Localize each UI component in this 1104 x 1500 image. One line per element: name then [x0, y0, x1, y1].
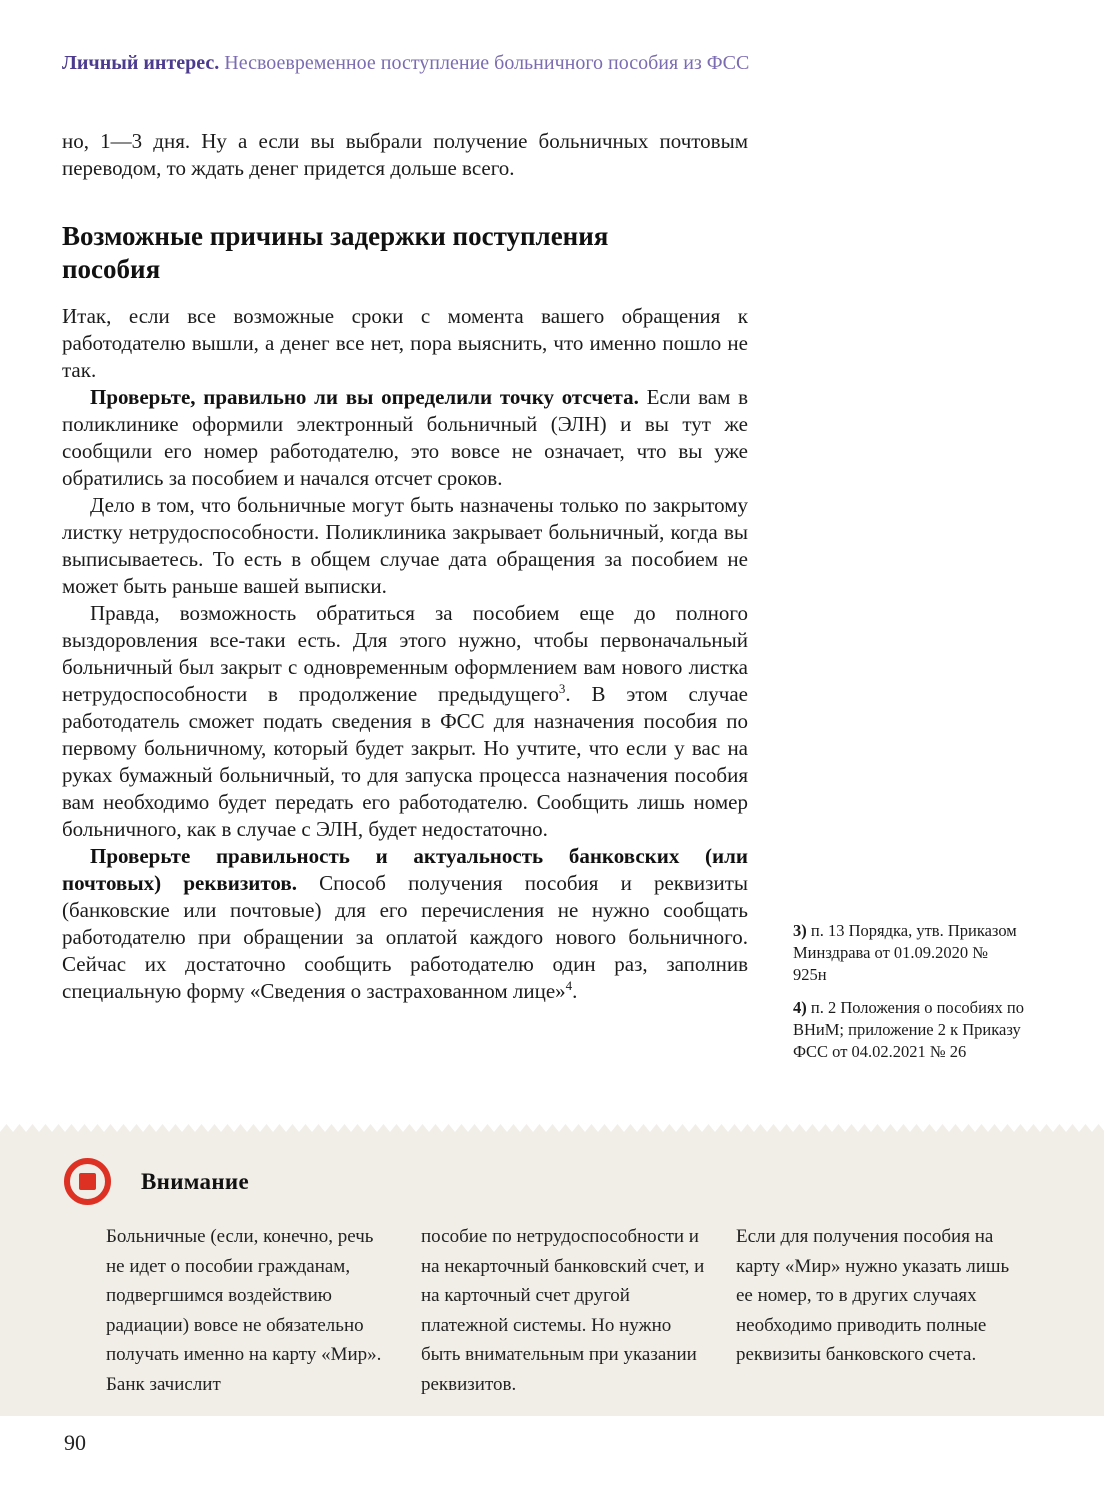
- bold-lead: Проверьте, правильно ли вы определили точку отсчета.: [90, 385, 639, 409]
- paragraph: Дело в том, что больничные могут быть назначены только по закрытому листку нетрудоспособности. Поликлиника закрывает больничный, когда вы выписываетесь. То есть в общем случае дата обращения за пособием не может быть раньше вашей выписки.: [62, 493, 748, 598]
- section-heading: Возможные причины задержки поступления пособия: [62, 221, 609, 284]
- article-title: Несвоевременное поступление больничного пособия из ФСС: [219, 52, 750, 74]
- running-head: [62, 50, 1042, 76]
- footnote-reference-4: 4: [565, 978, 573, 993]
- footnote-4: [793, 997, 1025, 1063]
- notice-columns: [106, 1222, 1104, 1399]
- footnote-marker: 3): [793, 921, 807, 940]
- notice-column-3: Если для получения пособия на карту «Мир» нужно указать лишь ее номер, то в других случаях необходимо приводить полные реквизиты банковского счета.: [736, 1226, 1010, 1365]
- paragraph: Проверьте, правильно ли вы определили точку отсчета. Если вам в поликлинике оформили электронный больничный (ЭЛН) и вы тут же сообщили его номер работодателю, это вовсе не означает, что вы уже обратились за пособием и начался отсчет сроков.: [62, 385, 748, 490]
- paragraph-continuation: но, 1—3 дня. Ну а если вы выбрали получение больничных почтовым переводом, то ждать денег придется дольше всего.: [62, 129, 748, 180]
- page-number: 90: [64, 1430, 86, 1455]
- paragraph: Проверьте правильность и актуальность банковских (или почтовых) реквизитов. Способ получения пособия и реквизиты (банковские или почтовые) для его перечисления не нужно сообщать работодателю при обращении за оплатой каждого нового больничного. Сейчас их достаточно сообщить работодателю один раз, заполнив специальную форму «Сведения о застрахованном лице»$^4$.: [62, 844, 748, 1003]
- perforated-edge-icon: [0, 1124, 1104, 1132]
- paragraph: Правда, возможность обратиться за пособием еще до полного выздоровления все-таки есть. Для этого нужно, чтобы первоначальный больничный был закрыт с одновременным оформлением вам нового листка нетрудоспособности в продолжение предыдущего$^3$. В этом случае работодатель сможет подать сведения в ФСС для назначения пособия по первому больничному, который будет закрыт. Но учтите, что если у вас на руках бумажный больничный, то для запуска процесса назначения пособия вам необходимо будет передать его работодателю. Сообщить лишь номер больничного, как в случае с ЭЛН, будет недостаточно.: [62, 601, 748, 841]
- footnote-text: п. 2 Положения о пособиях по ВНиМ; приложение 2 к Приказу ФСС от 04.02.2021 № 26: [793, 998, 1024, 1061]
- footnote-reference-3: 3: [558, 681, 566, 696]
- footnote-3: [793, 920, 1025, 986]
- footnote-marker: 4): [793, 998, 807, 1017]
- notice-column-2: пособие по нетрудоспособности и на некарточный банковский счет, и на карточный счет другой платежной системы. Но нужно быть внимательным при указании реквизитов.: [421, 1226, 705, 1395]
- attention-stop-icon: [64, 1158, 111, 1205]
- attention-notice: [0, 1124, 1104, 1416]
- footnote-text: п. 13 Порядка, утв. Приказом Минздрава от 01.09.2020 № 925н: [793, 921, 1017, 984]
- paragraph: Итак, если все возможные сроки с момента вашего обращения к работодателю вышли, а денег все нет, пора выяснить, что именно пошло не так.: [62, 304, 748, 382]
- notice-header: [64, 1158, 1104, 1205]
- bold-lead: Проверьте правильность и актуальность банковских (или почтовых) реквизитов.: [62, 844, 748, 895]
- notice-column-1: Больничные (если, конечно, речь не идет о пособии гражданам, подвергшимся воздействию радиации) вовсе не обязательно получать именно на карту «Мир». Банк зачислит: [106, 1226, 382, 1395]
- notice-title: Внимание: [141, 1168, 249, 1194]
- article-body: [62, 128, 748, 1005]
- notice-body: [0, 1132, 1104, 1416]
- sidenotes: [793, 920, 1025, 1074]
- rubric-label: Личный интерес.: [62, 52, 220, 74]
